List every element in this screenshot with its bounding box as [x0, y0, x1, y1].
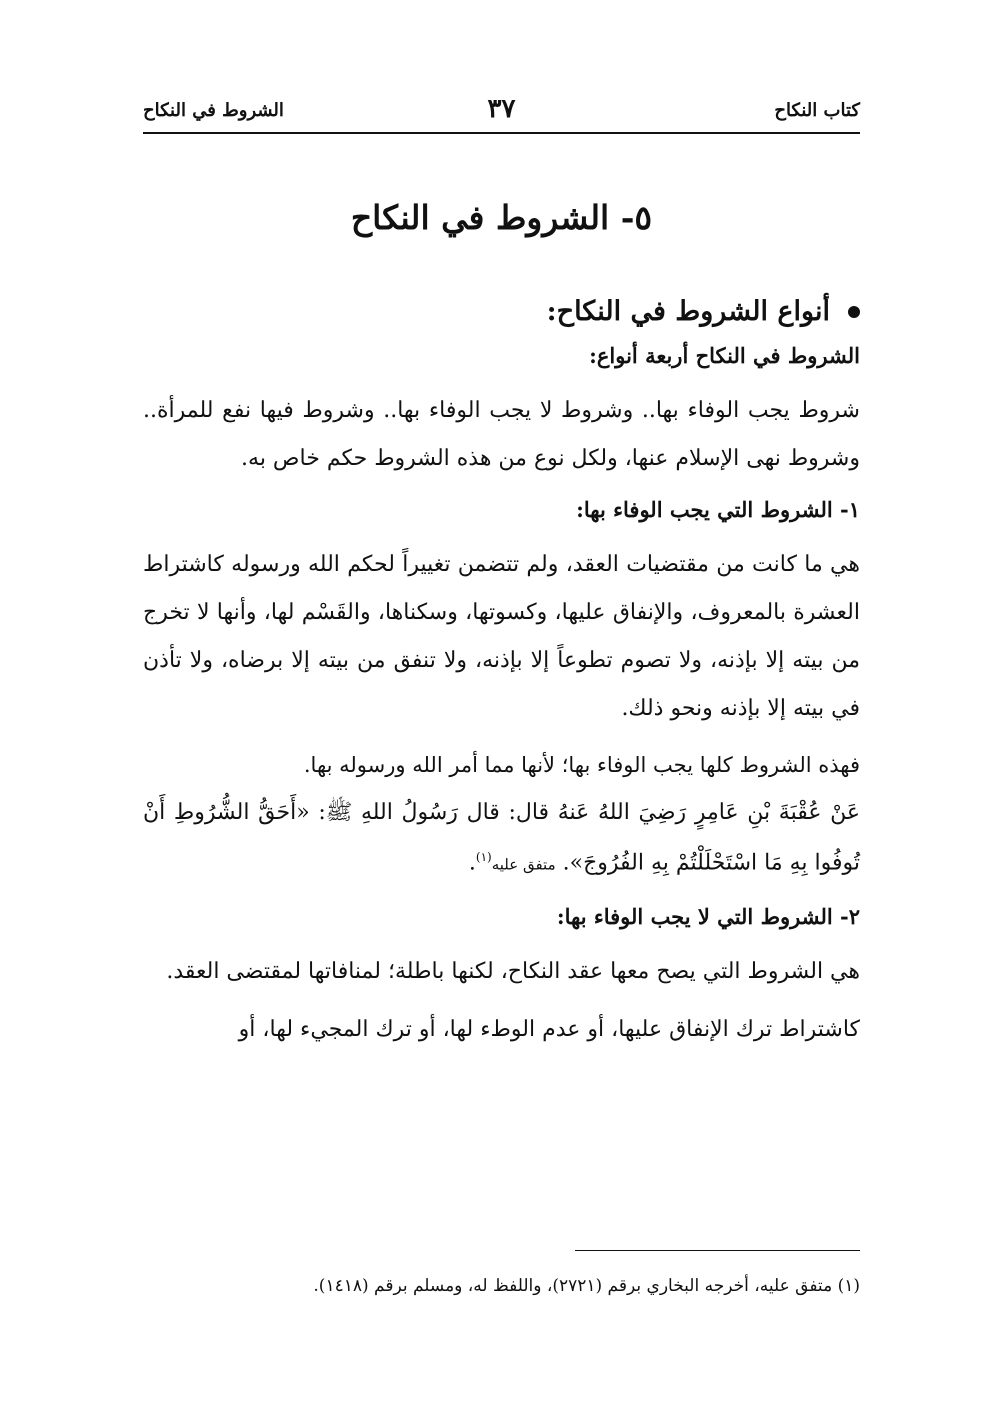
hadith-text: عَنْ عُقْبَةَ بْنِ عَامِرٍ رَضِيَ اللهُ عَنهُ قال: قال رَسُولُ اللهِ ﷺ: «أَحَقُّ الشُّرُوطِ أَنْ تُوفُوا بِهِ مَا اسْتَحْلَلْتُمْ بِهِ الفُرُوجَ».	[143, 800, 860, 876]
page-body	[143, 296, 860, 1064]
chapter-title: ٥- الشروط في النكاح	[350, 198, 653, 237]
footnote-separator	[575, 1250, 860, 1251]
intro-heading: الشروط في النكاح أربعة أنواع:	[589, 343, 860, 368]
header-chapter-title: الشروط في النكاح	[143, 100, 284, 121]
hadith-paragraph: عَنْ عُقْبَةَ بْنِ عَامِرٍ رَضِيَ اللهُ عَنهُ قال: قال رَسُولُ اللهِ ﷺ: «أَحَقُّ الشُّرُوطِ أَنْ تُوفُوا بِهِ مَا اسْتَحْلَلْتُمْ بِهِ الفُرُوجَ». متفق عليه$^{(١)}$.	[143, 800, 860, 876]
footnote-reference: (١)	[475, 850, 492, 864]
type2-paragraph-continued: كاشتراط ترك الإنفاق عليها، أو عدم الوطء لها، أو ترك المجيء لها، أو	[238, 1017, 860, 1043]
section-heading-text: أنواع الشروط في النكاح:	[546, 296, 830, 327]
page-number: ٣٧	[487, 94, 516, 124]
section-heading	[143, 296, 860, 327]
hadith-source: متفق عليه	[491, 855, 556, 874]
type1-heading: ١- الشروط التي يجب الوفاء بها:	[576, 497, 860, 522]
type1-paragraph: هي ما كانت من مقتضيات العقد، ولم تتضمن تغييراً لحكم الله ورسوله كاشتراط العشرة بالمعروف، والإنفاق عليها، وكسوتها، وسكناها، والقَسْم لها، وأنها لا تخرج من بيته إلا بإذنه، ولا تصوم تطوعاً إلا بإذنه، ولا تنفق من بيته إلا برضاه، ولا تأذن في بيته إلا بإذنه ونحو ذلك.	[143, 552, 860, 721]
bullet-icon	[848, 306, 860, 318]
running-header	[143, 96, 860, 134]
type1-conclusion: فهذه الشروط كلها يجب الوفاء بها؛ لأنها مما أمر الله ورسوله بها.	[303, 753, 860, 777]
intro-paragraph: شروط يجب الوفاء بها.. وشروط لا يجب الوفاء بها.. وشروط فيها نفع للمرأة.. وشروط نهى الإسلام عنها، ولكل نوع من هذه الشروط حكم خاص به.	[143, 398, 860, 471]
type2-paragraph: هي الشروط التي يصح معها عقد النكاح، لكنها باطلة؛ لمنافاتها لمقتضى العقد.	[166, 959, 860, 985]
type2-heading: ٢- الشروط التي لا يجب الوفاء بها:	[556, 904, 860, 930]
footnote: (١) متفق عليه، أخرجه البخاري برقم (٢٧٢١)، واللفظ له، ومسلم برقم (١٤١٨).	[313, 1276, 860, 1296]
header-book-title: كتاب النكاح	[774, 100, 860, 121]
